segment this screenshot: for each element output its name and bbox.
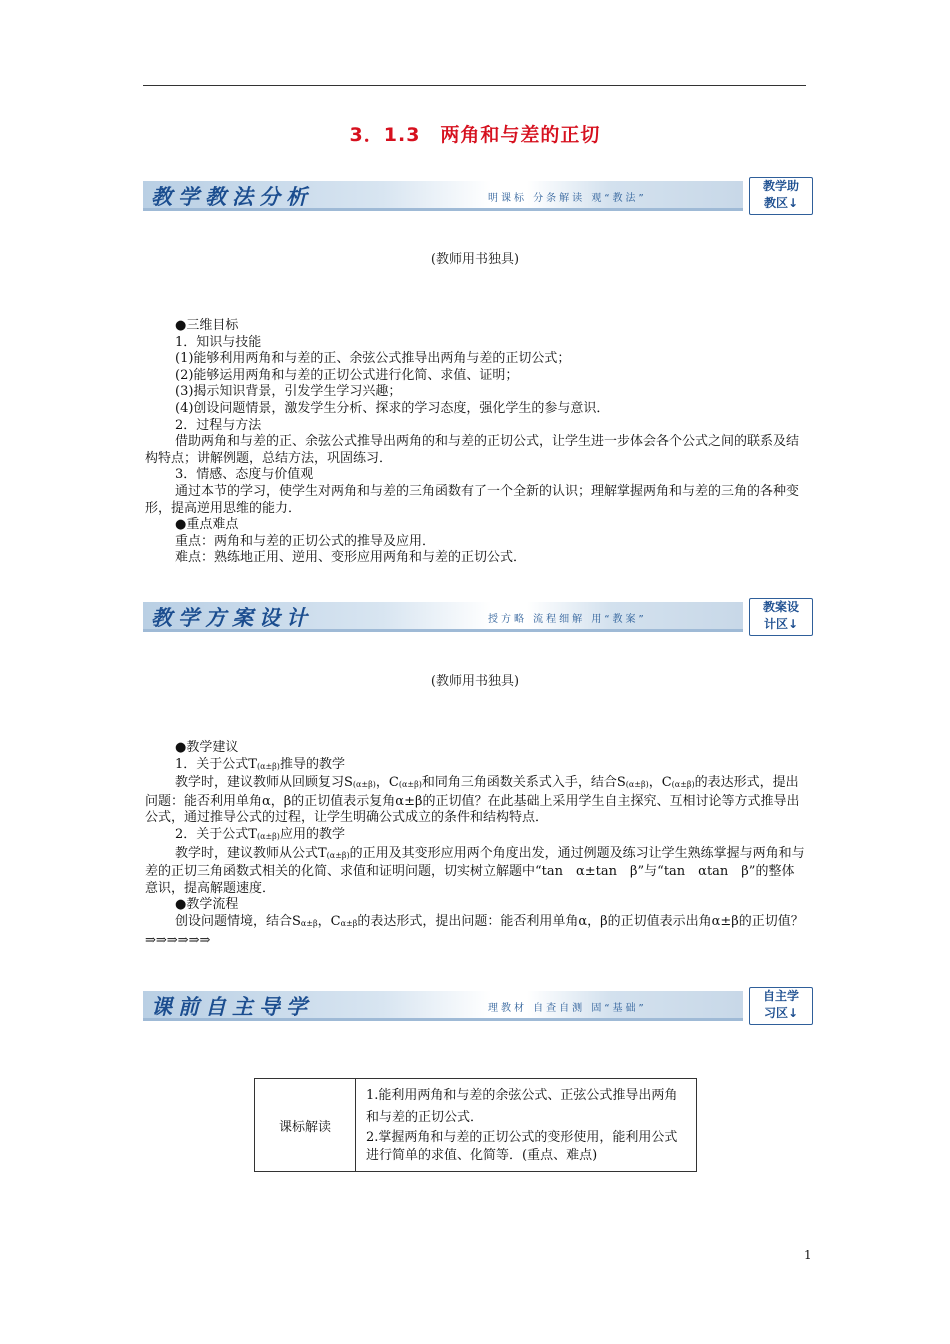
teacher-note: (教师用书独具) — [430, 674, 520, 689]
banner-title: 教学方案设计 — [151, 606, 313, 630]
section-banner-analysis — [143, 177, 813, 217]
table-value: 1.能利用两角和与差的余弦公式、正弦公式推导出两角和与差的正切公式． 2.掌握两角和与差的正切公式的变形使用，能利用公式进行简单的求值、化简等．(重点、难点) — [356, 1079, 697, 1172]
banner-title: 课前自主导学 — [151, 995, 313, 1019]
banner-subtitle: 授方略 流程细解 用“教案” — [488, 614, 647, 625]
banner-tag: 教案设 计区↓ — [749, 598, 813, 636]
heading-key-points: ●重点难点 — [175, 517, 239, 533]
curriculum-table — [254, 1078, 697, 1172]
teaching-advice: ●教学建议 1．关于公式T(α±β)推导的教学 教学时，建议教师从回顾复习S(α±β)，C(α±β)和同角三角函数关系式入手，结合S(α±β)，C(α±β)的表达形式，提出问题：能否利用单角α，β的正切值表示复角α±β的正切值？在此基础上采用学生自主探究、互相讨论等方式推导出公式，通过推导公式的过程，让学生明确公式成立的条件和结构特点． 2．关于公式T(α±β)应用的教学 教学时，建议教师从公式T(α±β)的正用及其变形应用两个角度出发，通过例题及练习让学生熟练掌握与两角和与差的正切三角函数式相关的化简、求值和证明问题，切实树立解题中“tan α±tan β”与“tan αtan β”的整体意识，提高解题速度． ●教学流程 创设问题情境，结合Sα±β，Cα±β的表达形式，提出问题：能否利用单角α，β的正切值表示出角α±β的正切值？⇒⇒⇒⇒⇒⇒ — [145, 740, 807, 949]
heading-goals: ●三维目标 — [175, 318, 239, 333]
table-row — [255, 1079, 697, 1172]
banner-subtitle: 理教材 自查自测 固“基础” — [488, 1003, 647, 1014]
banner-title: 教学教法分析 — [151, 185, 313, 209]
section-banner-design — [143, 598, 813, 638]
heading-flow: ●教学流程 — [175, 897, 239, 913]
banner-subtitle: 明课标 分条解读 观“教法” — [488, 193, 647, 204]
three-dimensional-goals: ●三维目标 1．知识与技能 (1)能够利用两角和与差的正、余弦公式推导出两角与差的正切公式； (2)能够运用两角和与差的正切公式进行化简、求值、证明； (3)揭示知识背景，引发学生学习兴趣； (4)创设问题情景，激发学生分析、探求的学习态度，强化学生的参与意识． 2．过程与方法 借助两角和与差的正、余弦公式推导出两角的和与差的正切公式，让学生进一步体会各个公式之间的联系及结构特点；讲解例题，总结方法，巩固练习． 3．情感、态度与价值观 通过本节的学习，使学生对两角和与差的三角函数有了一个全新的认识；理解掌握两角和与差的三角的各种变形，提高逆用思维的能力． ●重点难点 重点：两角和与差的正切公式的推导及应用． 难点：熟练地正用、逆用、变形应用两角和与差的正切公式． — [145, 318, 807, 567]
page-title: 3．1.3 两角和与差的正切 — [349, 124, 601, 146]
teacher-note: (教师用书独具) — [430, 252, 520, 267]
section-banner-preview — [143, 987, 813, 1027]
banner-tag: 教学助 教区↓ — [749, 177, 813, 215]
table-key: 课标解读 — [255, 1079, 356, 1172]
heading-advice: ●教学建议 — [175, 740, 239, 755]
top-rule — [143, 85, 806, 86]
banner-tag: 自主学 习区↓ — [749, 987, 813, 1025]
page-number: 1 — [804, 1248, 812, 1262]
